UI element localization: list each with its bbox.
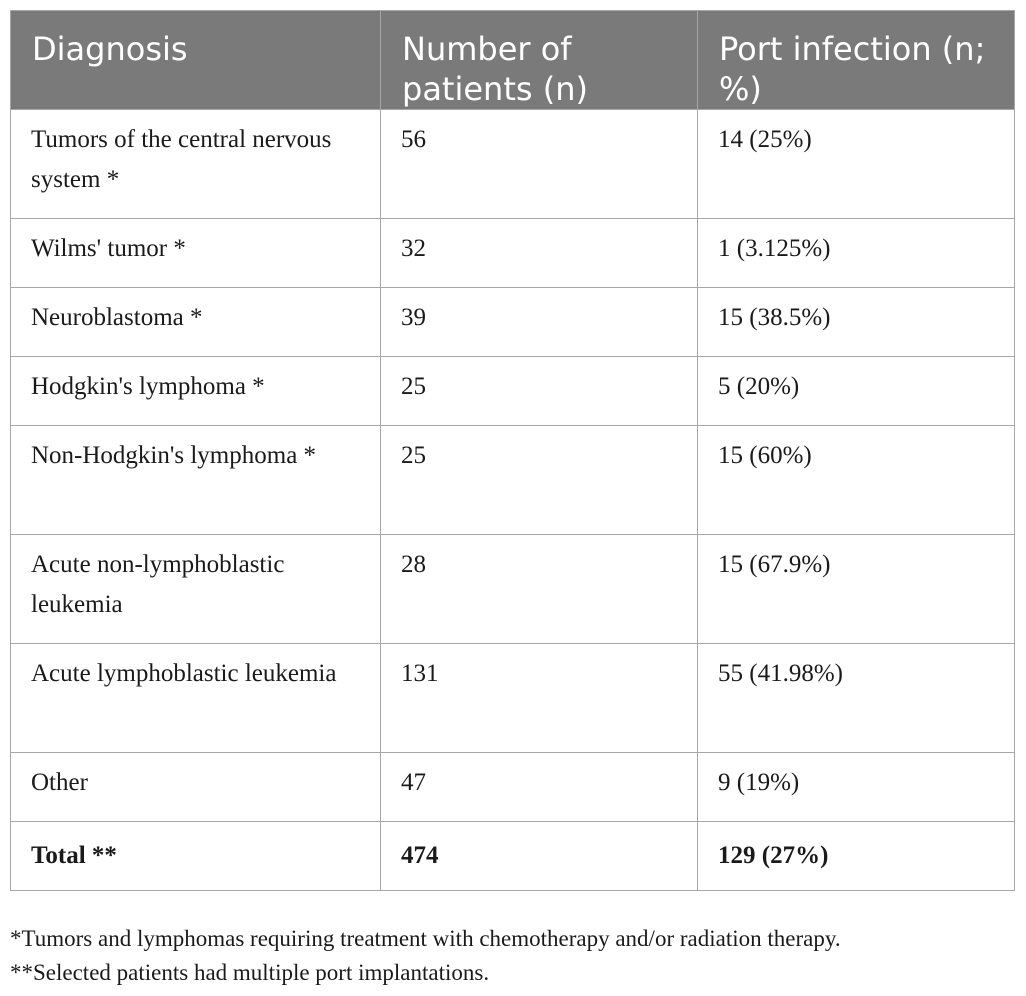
cell-diagnosis: Acute non-lymphoblastic leukemia bbox=[11, 535, 381, 644]
total-label: Total ** bbox=[11, 822, 381, 891]
cell-patients: 56 bbox=[381, 110, 698, 219]
cell-infection: 15 (67.9%) bbox=[698, 535, 1015, 644]
table-row bbox=[11, 753, 1015, 822]
total-patients: 474 bbox=[381, 822, 698, 891]
table-header-row bbox=[11, 11, 1015, 110]
diagnosis-table bbox=[10, 10, 1015, 891]
cell-diagnosis: Acute lymphoblastic leukemia bbox=[11, 644, 381, 753]
cell-diagnosis: Hodgkin's lymphoma * bbox=[11, 357, 381, 426]
table-row bbox=[11, 357, 1015, 426]
footnote-double-asterisk: **Selected patients had multiple port implantations. bbox=[10, 960, 490, 985]
cell-diagnosis: Non-Hodgkin's lymphoma * bbox=[11, 426, 381, 535]
table-row bbox=[11, 288, 1015, 357]
table-total-row bbox=[11, 822, 1015, 891]
table-row bbox=[11, 219, 1015, 288]
footnote-single-asterisk: *Tumors and lymphomas requiring treatment with chemotherapy and/or radiation therapy. bbox=[10, 926, 841, 951]
cell-patients: 28 bbox=[381, 535, 698, 644]
table-row bbox=[11, 426, 1015, 535]
cell-patients: 25 bbox=[381, 426, 698, 535]
cell-diagnosis: Other bbox=[11, 753, 381, 822]
cell-infection: 5 (20%) bbox=[698, 357, 1015, 426]
cell-diagnosis: Neuroblastoma * bbox=[11, 288, 381, 357]
cell-patients: 25 bbox=[381, 357, 698, 426]
header-port-infection: Port infection (n; %) bbox=[698, 11, 1015, 110]
diagnosis-table-container bbox=[10, 10, 1014, 891]
cell-infection: 55 (41.98%) bbox=[698, 644, 1015, 753]
cell-patients: 39 bbox=[381, 288, 698, 357]
table-row bbox=[11, 535, 1015, 644]
table-row bbox=[11, 110, 1015, 219]
table-row bbox=[11, 644, 1015, 753]
cell-diagnosis: Wilms' tumor * bbox=[11, 219, 381, 288]
header-number-of-patients: Number of patients (n) bbox=[381, 11, 698, 110]
header-diagnosis: Diagnosis bbox=[11, 11, 381, 110]
cell-diagnosis: Tumors of the central nervous system * bbox=[11, 110, 381, 219]
cell-patients: 47 bbox=[381, 753, 698, 822]
cell-infection: 15 (38.5%) bbox=[698, 288, 1015, 357]
cell-infection: 9 (19%) bbox=[698, 753, 1015, 822]
cell-infection: 14 (25%) bbox=[698, 110, 1015, 219]
cell-patients: 131 bbox=[381, 644, 698, 753]
total-infection: 129 (27%) bbox=[698, 822, 1015, 891]
cell-infection: 1 (3.125%) bbox=[698, 219, 1015, 288]
cell-patients: 32 bbox=[381, 219, 698, 288]
cell-infection: 15 (60%) bbox=[698, 426, 1015, 535]
table-footnotes bbox=[10, 922, 841, 990]
